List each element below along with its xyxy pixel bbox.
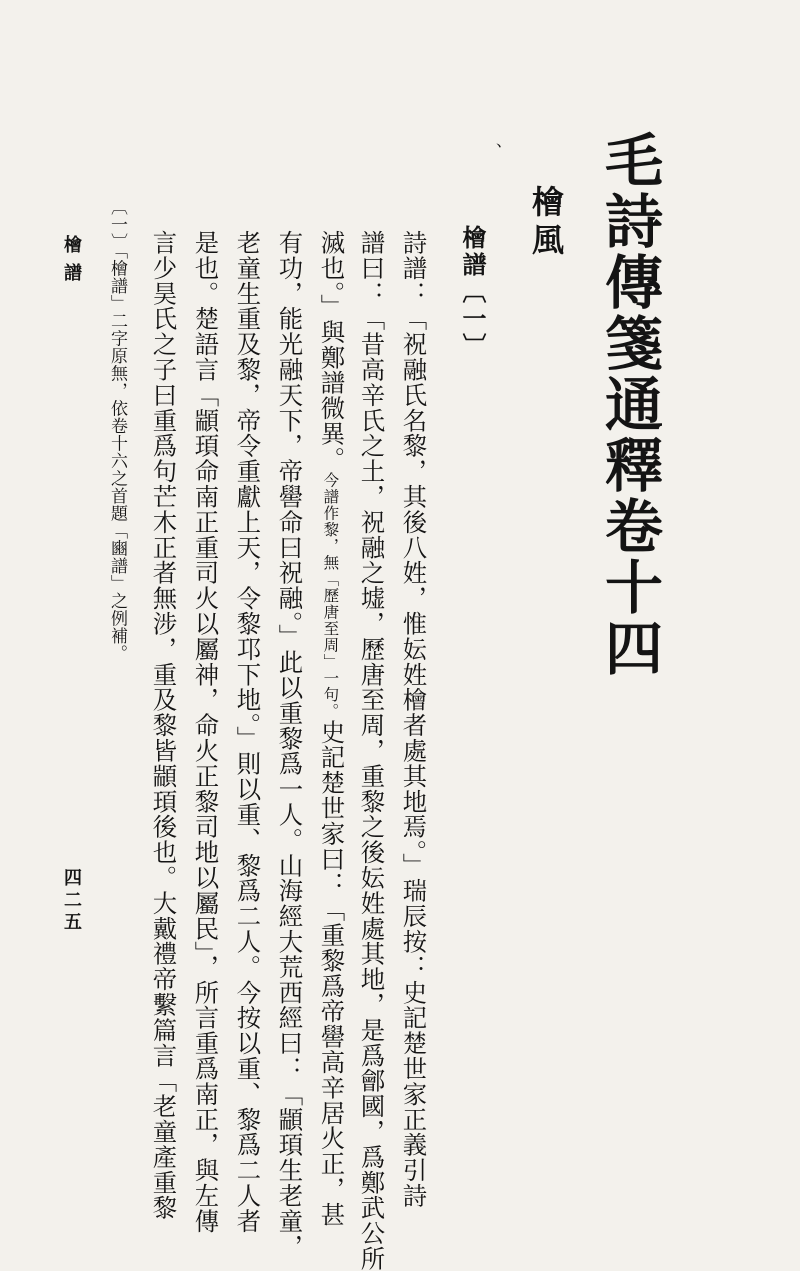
section-title: 檜風 <box>527 185 565 261</box>
body-text: 滅也。」與鄭譜微異。 <box>316 230 346 472</box>
book-title: 毛詩傳箋通釋卷十四 <box>595 130 663 679</box>
running-header: 檜譜 <box>61 235 82 291</box>
subsection-title: 檜譜〔一〕 <box>458 225 487 360</box>
inline-note: 今譜作黎，無「歷唐至周」一句。 <box>321 471 340 720</box>
body-line-2 <box>356 230 386 1271</box>
body-text: 史記楚世家曰：「重黎爲帝嚳高辛居火正，甚 <box>316 719 346 1228</box>
body-line-3 <box>316 230 346 1228</box>
body-text: 有功，能光融天下，帝嚳命曰祝融。」此以重黎爲一人。山海經大荒西經曰：「顓頊生老童， <box>274 230 304 1260</box>
body-line-4 <box>274 230 304 1260</box>
page-number: 四二五 <box>61 868 82 934</box>
body-text: 詩譜：「祝融氏名黎，其後八姓，惟妘姓檜者處其地焉。」瑞辰按：史記楚世家正義引詩 <box>398 230 428 1209</box>
margin-mark: 、 <box>496 131 513 150</box>
body-text: 老童生重及黎，帝令重獻上天，令黎邛下地。」則以重、黎爲二人。今按以重、黎爲二人者 <box>232 230 262 1234</box>
body-line-1 <box>398 230 428 1209</box>
footnote: 〔一〕「檜譜」二字原無，依卷十六之首題「豳譜」之例補。 <box>107 198 127 662</box>
body-text: 是也。楚語言「顓頊命南正重司火以屬神，命火正黎司地以屬民」，所言重爲南正，與左傳 <box>190 230 220 1234</box>
body-line-6 <box>190 230 220 1234</box>
body-line-5 <box>232 230 262 1234</box>
body-text: 言少昊氏之子曰重爲句芒木正者無涉，重及黎皆顓頊後也。大戴禮帝繫篇言「老童產重黎 <box>148 230 178 1221</box>
body-text: 譜曰：「昔高辛氏之土，祝融之墟，歷唐至周，重黎之後妘姓處其地，是爲鄶國，爲鄭武公所 <box>356 230 386 1271</box>
body-line-7 <box>148 230 178 1221</box>
